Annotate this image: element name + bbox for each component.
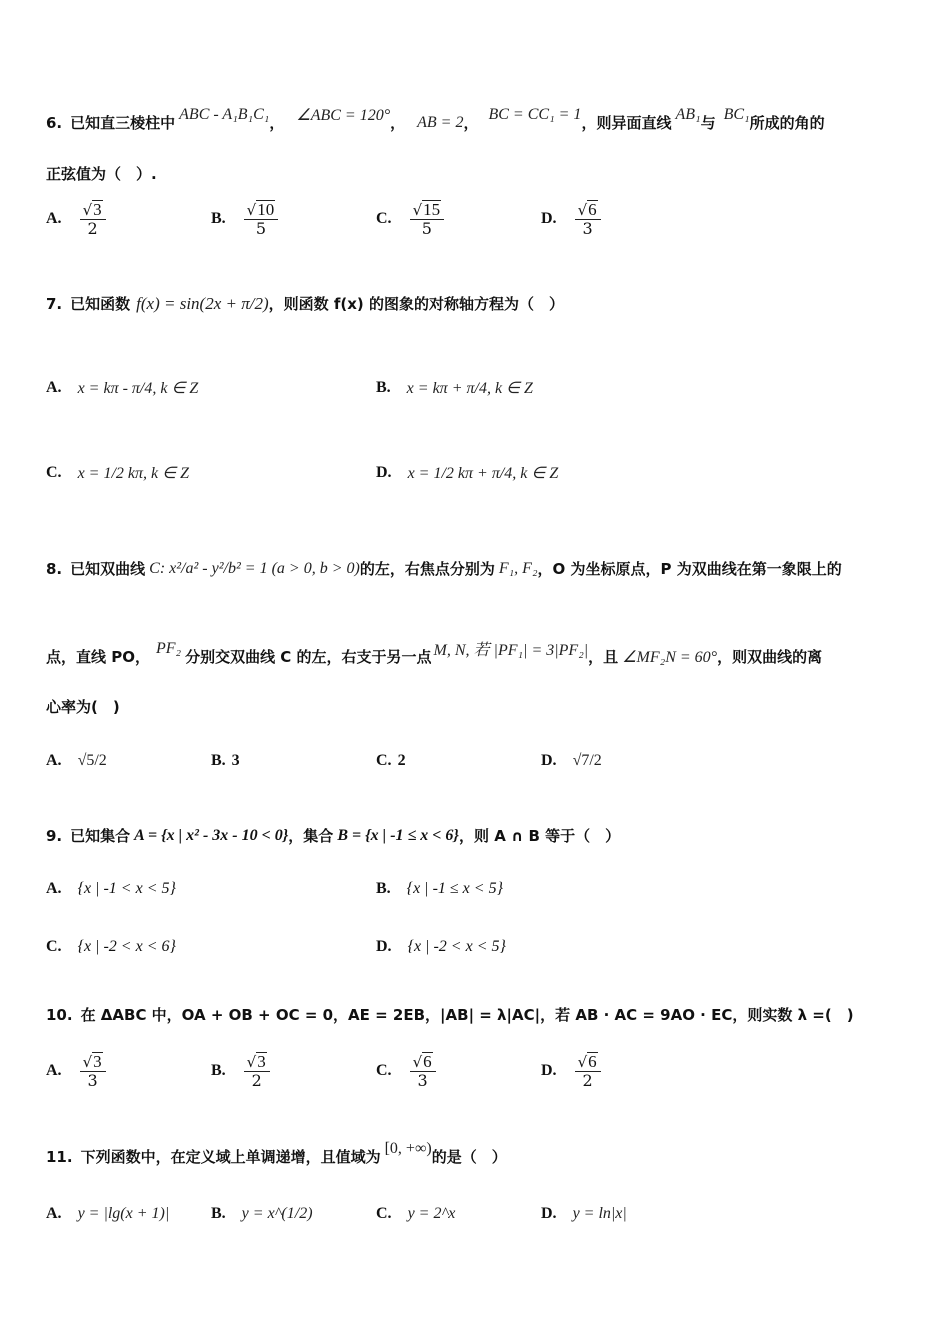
ab-expr: AB = 2 — [417, 113, 464, 131]
option-label: B. — [211, 209, 226, 227]
function-expr: f(x) = sin(2x + π/2) — [136, 293, 269, 313]
stem-text: 的是（ ） — [431, 1148, 507, 1166]
question-number: 7. — [46, 294, 63, 313]
option-fraction: √ 15 5 — [410, 200, 445, 238]
stem-text: 已知双曲线 — [70, 560, 146, 578]
option-label: C. — [376, 1061, 392, 1079]
option-fraction: √ 6 3 — [410, 1052, 436, 1090]
q7-option-c[interactable] — [46, 463, 189, 483]
option-expr: x = 1/2 kπ, k ∈ Z — [77, 465, 189, 482]
option-fraction: √ 6 2 — [575, 1052, 601, 1090]
stem-text: 已知直三棱柱中 — [70, 114, 176, 132]
stem-text: 正弦值为（ ）. — [46, 165, 157, 183]
option-expr: x = kπ + π/4, k ∈ Z — [406, 380, 533, 397]
question-6-stem-line2 — [46, 163, 910, 184]
stem-text: 已知集合 — [70, 827, 131, 845]
sep: ， — [390, 114, 406, 132]
question-8-stem-line3 — [46, 696, 910, 717]
q11-option-c[interactable] — [376, 1205, 455, 1223]
option-label: D. — [541, 752, 557, 769]
condition-expr: M, N, 若 |PF₁| = 3|PF₂| — [433, 642, 589, 659]
radicand: 6 — [423, 1052, 432, 1071]
question-11-stem — [46, 1139, 910, 1167]
option-expr: √7/2 — [572, 752, 602, 769]
stem-text: 与 — [700, 114, 716, 132]
stem-text: 在 ΔABC 中，OA + OB + OC = 0，AE = 2EB，|AB| = λ|AC|，若 AB · AC = 9AO · EC，则实数 λ =( ) — [80, 1006, 854, 1024]
stem-text: ，则 A ∩ B 等于（ ） — [459, 827, 621, 845]
q9-option-a[interactable] — [46, 880, 176, 898]
q6-option-a[interactable] — [46, 200, 108, 238]
q10-option-a[interactable] — [46, 1052, 108, 1090]
question-number: 8. — [46, 559, 63, 578]
option-label: A. — [46, 752, 62, 769]
option-set: {x | -2 < x < 5} — [407, 938, 506, 955]
q8-option-a[interactable] — [46, 752, 107, 770]
radicand: 3 — [93, 1052, 102, 1071]
stem-text: 的左，右焦点分别为 — [359, 560, 495, 578]
q10-option-b[interactable] — [211, 1052, 272, 1090]
angle-expr: ∠MF₂N = 60° — [622, 648, 718, 666]
option-label: C. — [376, 209, 392, 227]
stem-text: ，且 — [588, 648, 619, 666]
option-label: A. — [46, 1205, 62, 1222]
option-fraction: √ 3 2 — [244, 1052, 270, 1090]
option-label: A. — [46, 209, 62, 227]
stem-text: ，则双曲线的离 — [717, 648, 823, 666]
stem-text: 点，直线 PO， — [46, 648, 150, 666]
option-fraction: √ 10 5 — [244, 200, 279, 238]
option-label: A. — [46, 880, 62, 897]
q11-option-a[interactable] — [46, 1205, 169, 1223]
foci-expr: F₁, F₂ — [498, 559, 538, 577]
stem-text: ，O 为坐标原点，P 为双曲线在第一象限上的 — [537, 560, 842, 578]
set-b-expr: B = {x | -1 ≤ x < 6} — [337, 826, 459, 844]
option-expr: y = 2^x — [407, 1205, 456, 1222]
radicand: 3 — [93, 200, 102, 219]
option-label: B. — [211, 1205, 226, 1222]
option-label: C. — [46, 464, 62, 481]
range-expr: [0, +∞) — [384, 1139, 432, 1157]
option-fraction: √ 3 2 — [80, 200, 106, 238]
stem-text: ，集合 — [288, 827, 334, 845]
question-8-stem-line2 — [46, 639, 910, 668]
q8-option-b[interactable] — [211, 752, 256, 770]
q6-option-b[interactable] — [211, 200, 280, 238]
option-label: B. — [211, 1061, 226, 1079]
option-expr: √5/2 — [77, 752, 107, 769]
stem-text: 分别交双曲线 C 的左，右支于另一点 — [185, 648, 432, 666]
option-expr: y = |lg(x + 1)| — [77, 1205, 170, 1222]
option-label: D. — [541, 1061, 557, 1079]
bc-expr: BC = CC₁ = 1 — [488, 105, 582, 123]
radicand: 3 — [257, 1052, 266, 1071]
q10-option-c[interactable] — [376, 1052, 438, 1090]
option-label: A. — [46, 1061, 62, 1079]
q7-option-d[interactable] — [376, 463, 558, 483]
q7-option-b[interactable] — [376, 378, 533, 398]
set-a-expr: A = {x | x² - 3x - 10 < 0} — [134, 826, 289, 844]
question-10-stem — [46, 1004, 910, 1025]
stem-text: 心率为( ) — [46, 698, 120, 716]
option-label: B. — [211, 752, 226, 769]
question-6-stem — [46, 105, 910, 133]
question-9-stem — [46, 825, 910, 846]
option-label: D. — [541, 209, 557, 227]
option-expr: x = 1/2 kπ + π/4, k ∈ Z — [407, 465, 559, 482]
option-value: 3 — [231, 752, 240, 769]
option-fraction: √ 6 3 — [575, 200, 601, 238]
q9-option-c[interactable] — [46, 938, 176, 956]
option-set: {x | -1 ≤ x < 5} — [406, 880, 503, 897]
q7-option-a[interactable] — [46, 378, 198, 398]
prism-expr: ABC - A₁B₁C₁ — [179, 105, 270, 123]
stem-text: ，则函数 f(x) 的图象的对称轴方程为（ ） — [268, 295, 564, 313]
q9-option-d[interactable] — [376, 938, 506, 956]
denominator: 2 — [87, 218, 98, 238]
stem-text: 所成的角的 — [749, 114, 825, 132]
option-label: C. — [376, 1205, 392, 1222]
stem-text: ，则异面直线 — [581, 114, 672, 132]
option-fraction: √ 3 3 — [80, 1052, 106, 1090]
radicand: 10 — [257, 200, 275, 219]
stem-text: 下列函数中，在定义域上单调递增，且值域为 — [80, 1148, 381, 1166]
q9-option-b[interactable] — [376, 880, 503, 898]
option-expr: x = kπ - π/4, k ∈ Z — [77, 380, 199, 397]
q6-option-c[interactable] — [376, 200, 446, 238]
question-number: 10. — [46, 1005, 73, 1024]
denominator: 3 — [87, 1070, 98, 1090]
option-label: B. — [376, 379, 391, 396]
q10-option-d[interactable] — [541, 1052, 603, 1090]
denominator: 5 — [421, 218, 432, 238]
option-label: A. — [46, 379, 62, 396]
ab1-expr: AB₁ — [675, 105, 701, 123]
q8-option-d[interactable] — [541, 752, 602, 770]
option-label: C. — [46, 938, 62, 955]
question-8-stem — [46, 558, 910, 579]
option-label: B. — [376, 880, 391, 897]
hyperbola-expr: C: x²/a² - y²/b² = 1 (a > 0, b > 0) — [149, 559, 360, 577]
stem-text: 已知函数 — [70, 295, 131, 313]
option-expr: y = x^(1/2) — [241, 1205, 313, 1222]
option-label: C. — [376, 752, 392, 769]
bc1-expr: BC₁ — [723, 105, 750, 123]
radicand: 15 — [423, 200, 441, 219]
option-label: D. — [376, 464, 392, 481]
question-number: 11. — [46, 1147, 73, 1166]
pf2-expr: PF₂ — [155, 639, 182, 657]
question-number: 6. — [46, 113, 63, 132]
angle-expr: ∠ABC = 120° — [296, 106, 391, 124]
sep: ， — [463, 114, 479, 132]
question-7-stem — [46, 293, 910, 314]
question-number: 9. — [46, 826, 63, 845]
denominator: 3 — [417, 1070, 428, 1090]
option-label: D. — [541, 1205, 557, 1222]
denominator: 2 — [582, 1070, 593, 1090]
radicand: 6 — [588, 200, 597, 219]
q8-option-c[interactable] — [376, 752, 422, 770]
denominator: 3 — [582, 218, 593, 238]
option-set: {x | -1 < x < 5} — [77, 880, 176, 897]
option-set: {x | -2 < x < 6} — [77, 938, 176, 955]
option-expr: y = ln|x| — [572, 1205, 627, 1222]
sep: ， — [269, 114, 285, 132]
denominator: 5 — [255, 218, 267, 238]
option-label: D. — [376, 938, 392, 955]
radicand: 6 — [588, 1052, 597, 1071]
q11-option-b[interactable] — [211, 1205, 313, 1223]
q11-option-d[interactable] — [541, 1205, 627, 1223]
q6-option-d[interactable] — [541, 200, 603, 238]
option-value: 2 — [397, 752, 406, 769]
denominator: 2 — [251, 1070, 262, 1090]
